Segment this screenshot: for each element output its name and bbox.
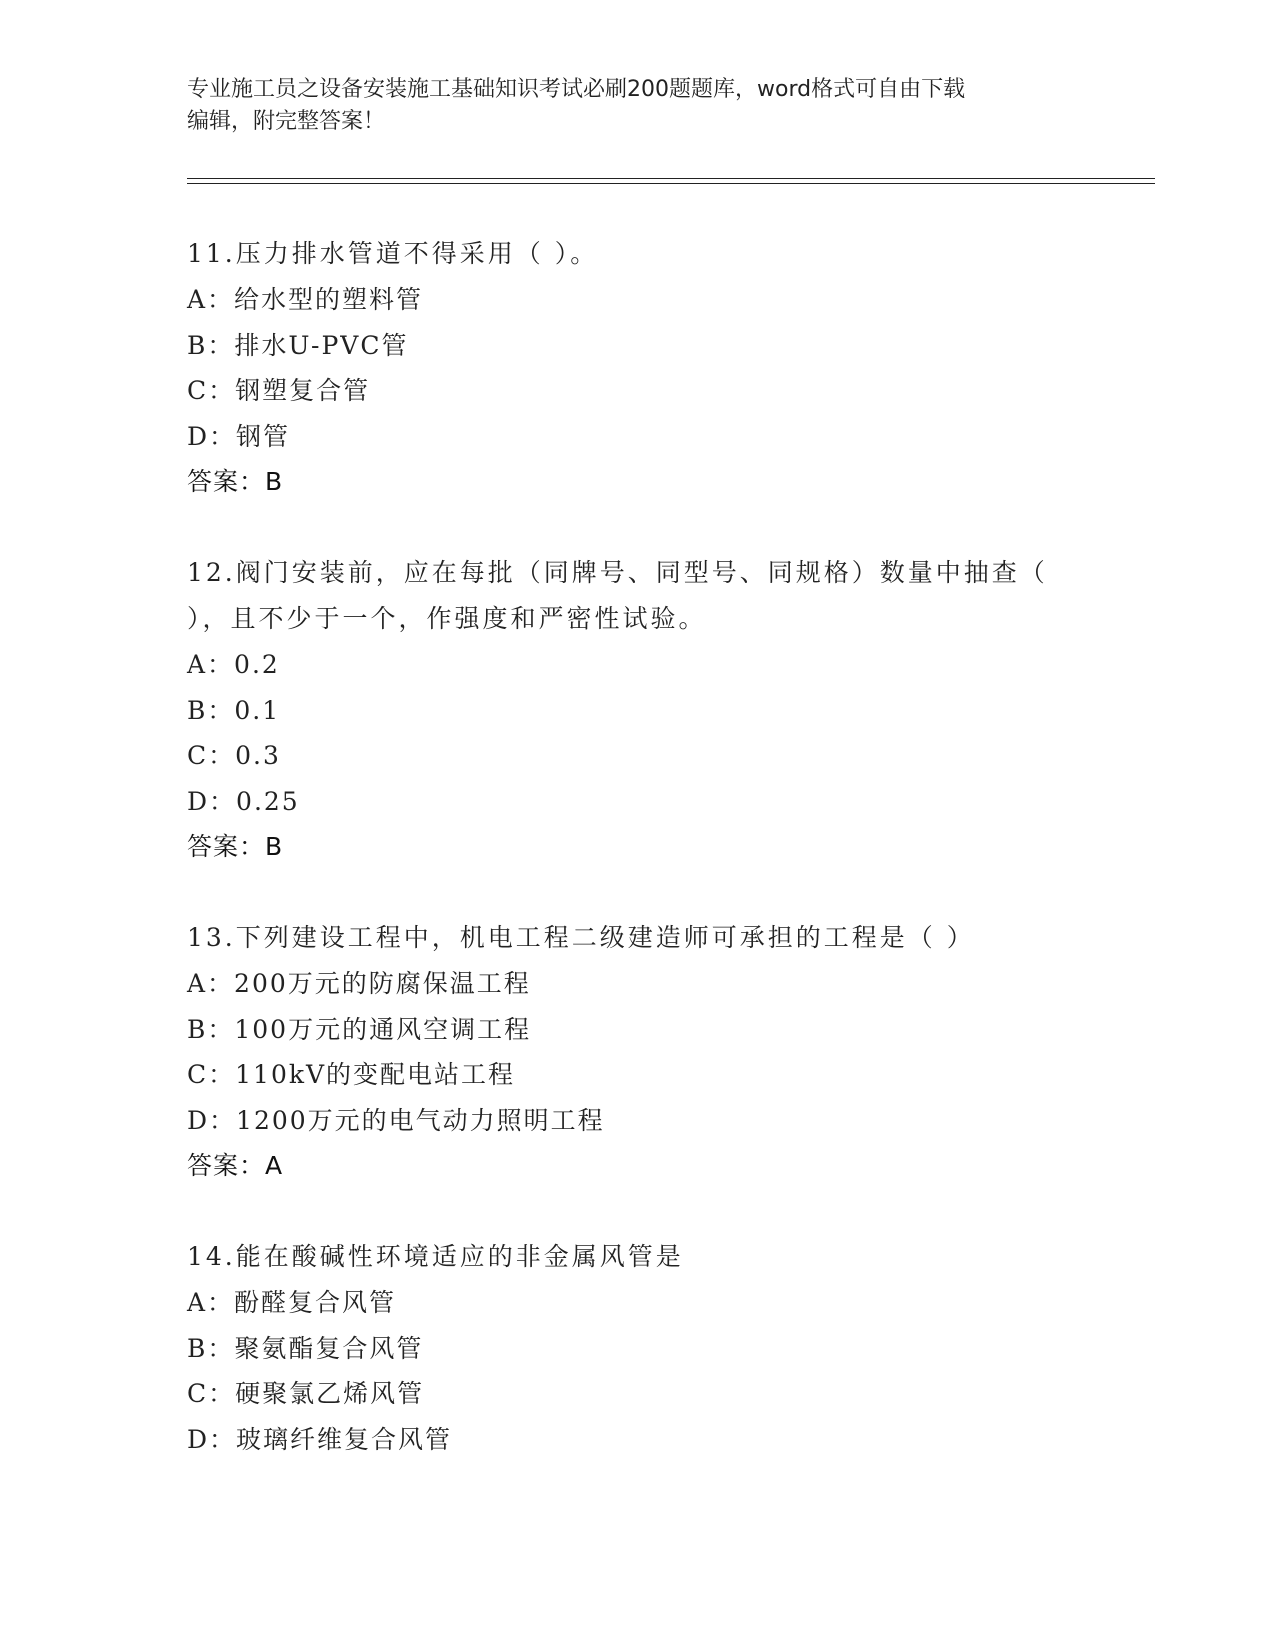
- question-list: [187, 231, 1087, 1508]
- option-d: D：0.25: [187, 786, 300, 816]
- header-line-2: 编辑，附完整答案！: [187, 109, 386, 134]
- question-stem: 13.下列建设工程中，机电工程二级建造师可承担的工程是（ ）: [187, 923, 975, 952]
- document-header: [187, 74, 1067, 138]
- question-stem: 12.阀门安装前，应在每批（同牌号、同型号、同规格）数量中抽查（ ），且不少于一个，作强度和严密性试验。: [187, 558, 1048, 633]
- question-stem: 11.压力排水管道不得采用（ ）。: [187, 239, 599, 268]
- answer-line: 答案：B: [187, 832, 284, 861]
- option-c: C：110kV的变配电站工程: [187, 1060, 516, 1089]
- option-b: B：聚氨酯复合风管: [187, 1333, 424, 1363]
- option-b: B：100万元的通风空调工程: [187, 1014, 532, 1044]
- option-b: B：排水U-PVC管: [187, 330, 409, 360]
- answer-line: 答案：A: [187, 1151, 284, 1180]
- question-11: [187, 231, 1087, 504]
- header-divider-top: [187, 178, 1155, 179]
- question-14: [187, 1234, 1087, 1462]
- answer-line: 答案：B: [187, 467, 284, 496]
- option-c: C：0.3: [187, 741, 281, 770]
- question-stem: 14.能在酸碱性环境适应的非金属风管是: [187, 1242, 684, 1271]
- question-13: [187, 915, 1087, 1188]
- option-b: B：0.1: [187, 695, 281, 725]
- option-c: C：钢塑复合管: [187, 376, 371, 405]
- option-d: D：钢管: [187, 421, 291, 451]
- option-c: C：硬聚氯乙烯风管: [187, 1379, 425, 1408]
- option-a: A：给水型的塑料管: [187, 285, 424, 314]
- option-a: A：酚醛复合风管: [187, 1288, 397, 1317]
- question-12: [187, 550, 1087, 869]
- header-divider-bottom: [187, 183, 1155, 184]
- header-line-1: 专业施工员之设备安装施工基础知识考试必刷200题题库，word格式可自由下载: [187, 77, 966, 102]
- option-d: D：1200万元的电气动力照明工程: [187, 1105, 605, 1135]
- option-a: A：200万元的防腐保温工程: [187, 969, 531, 998]
- option-d: D：玻璃纤维复合风管: [187, 1424, 453, 1454]
- option-a: A：0.2: [187, 650, 280, 679]
